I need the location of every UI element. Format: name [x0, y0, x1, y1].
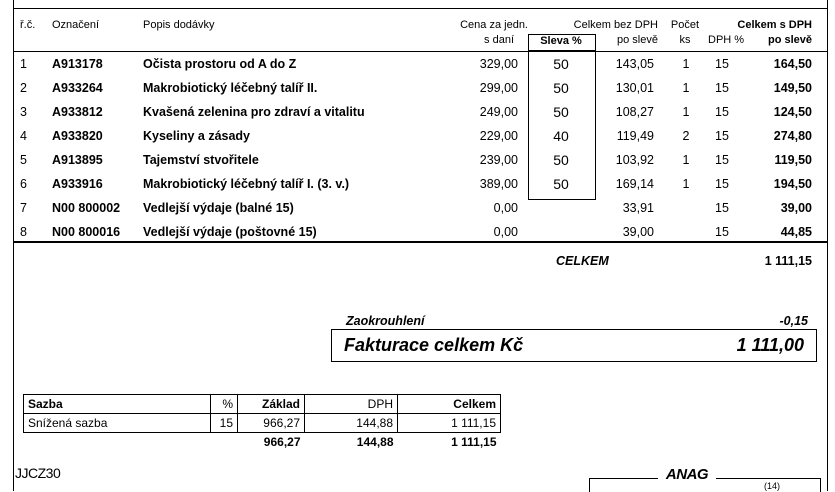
row-net: 108,27	[615, 105, 654, 119]
row-qty: 1	[682, 105, 690, 119]
row-rc: 4	[20, 129, 27, 143]
vat-table-totals-row	[24, 433, 501, 452]
header-celkem-s-line2: po slevě	[767, 34, 812, 46]
row-qty: 1	[682, 57, 690, 71]
vat-header-zaklad: Základ	[238, 395, 305, 414]
row-vat: 15	[715, 105, 729, 119]
row-vat: 15	[715, 153, 729, 167]
zaokrouhleni-value: -0,15	[779, 314, 808, 328]
row-total: 39,00	[780, 201, 812, 215]
row-code: A933820	[52, 129, 103, 143]
row-rc: 7	[20, 201, 27, 215]
frame-top-line	[13, 8, 828, 9]
row-price: 239,00	[479, 153, 518, 167]
items-underline	[13, 241, 828, 243]
header-pocet-line2: ks	[679, 34, 691, 46]
row-vat: 15	[715, 225, 729, 239]
page-number: (14)	[764, 481, 781, 491]
row-net: 169,14	[615, 177, 654, 191]
row-desc: Makrobiotický léčebný talíř I. (3. v.)	[143, 177, 350, 191]
header-cena-line1: Cena za jedn.	[460, 19, 528, 31]
vat-total-sazba	[24, 433, 211, 452]
row-total: 124,50	[773, 105, 812, 119]
anag-logo: ANAG	[658, 466, 716, 483]
row-vat: 15	[715, 201, 729, 215]
row-vat: 15	[715, 129, 729, 143]
vat-header-percent: %	[211, 395, 238, 414]
header-oznaceni: Označení	[52, 19, 100, 31]
row-price: 249,00	[479, 105, 518, 119]
row-desc: Kyseliny a zásady	[143, 129, 251, 143]
vat-row-sazba: Snížená sazba	[24, 414, 211, 433]
row-sleva: 50	[553, 56, 569, 72]
row-vat: 15	[715, 81, 729, 95]
vat-total-celkem: 1 111,15	[451, 435, 497, 449]
header-cena-line2: s daní	[484, 34, 514, 46]
row-qty: 2	[682, 129, 690, 143]
row-sleva: 50	[553, 152, 569, 168]
vat-table-row	[24, 414, 501, 433]
row-desc: Tajemství stvořitele	[143, 153, 259, 167]
row-vat: 15	[715, 177, 729, 191]
row-qty: 1	[682, 177, 690, 191]
header-rc: ř.č.	[20, 19, 36, 31]
header-underline	[13, 51, 828, 52]
header-celkem-bez-line2: po slevě	[617, 34, 658, 46]
row-code: A933812	[52, 105, 103, 119]
row-price: 299,00	[479, 81, 518, 95]
row-sleva: 50	[553, 176, 569, 192]
vat-table-header-row	[24, 395, 501, 414]
row-net: 103,92	[615, 153, 654, 167]
vat-summary-table	[23, 394, 501, 451]
vat-total-zaklad: 966,27	[263, 435, 301, 449]
row-qty: 1	[682, 153, 690, 167]
row-vat: 15	[715, 57, 729, 71]
header-sleva: Sleva %	[540, 35, 582, 47]
vat-total-percent	[211, 433, 238, 452]
celkem-value: 1 111,15	[764, 254, 812, 268]
row-sleva: 50	[553, 104, 569, 120]
header-pocet-line1: Počet	[670, 19, 700, 31]
row-rc: 1	[20, 57, 27, 71]
row-desc: Vedlejší výdaje (poštovné 15)	[143, 225, 317, 239]
header-celkem-bez-line1: Celkem bez DPH	[573, 19, 658, 31]
vat-row-celkem: 1 111,15	[398, 414, 501, 433]
row-net: 143,05	[615, 57, 654, 71]
row-code: A933916	[52, 177, 103, 191]
row-code: A933264	[52, 81, 103, 95]
row-sleva: 50	[553, 80, 569, 96]
row-rc: 5	[20, 153, 27, 167]
row-qty: 1	[682, 81, 690, 95]
vat-header-sazba: Sazba	[24, 395, 211, 414]
row-price: 0,00	[493, 201, 518, 215]
row-desc: Kvašená zelenina pro zdraví a vitalitu	[143, 105, 365, 119]
row-price: 0,00	[493, 225, 518, 239]
row-code: N00 800016	[52, 225, 121, 239]
header-celkem-s-line1: Celkem s DPH	[737, 19, 812, 31]
frame-right-border	[827, 0, 828, 491]
header-dph: DPH %	[708, 34, 745, 46]
frame-left-border	[13, 0, 14, 491]
header-popis: Popis dodávky	[143, 19, 215, 31]
row-price: 229,00	[479, 129, 518, 143]
row-net: 130,01	[615, 81, 654, 95]
vat-row-dph: 144,88	[305, 414, 398, 433]
vat-header-dph: DPH	[305, 395, 398, 414]
row-total: 164,50	[773, 57, 812, 71]
row-desc: Očista prostoru od A do Z	[143, 57, 297, 71]
row-code: A913895	[52, 153, 103, 167]
row-rc: 8	[20, 225, 27, 239]
vat-row-zaklad: 966,27	[238, 414, 305, 433]
row-desc: Vedlejší výdaje (balné 15)	[143, 201, 294, 215]
row-price: 389,00	[479, 177, 518, 191]
row-total: 119,50	[774, 153, 812, 167]
vat-header-celkem: Celkem	[398, 395, 501, 414]
row-desc: Makrobiotický léčebný talíř II.	[143, 81, 318, 95]
zaokrouhleni-label: Zaokrouhlení	[346, 314, 425, 328]
vat-row-percent: 15	[211, 414, 238, 433]
row-rc: 2	[20, 81, 27, 95]
row-net: 33,91	[622, 201, 654, 215]
row-sleva: 40	[553, 128, 569, 144]
row-net: 39,00	[622, 225, 654, 239]
vat-total-dph: 144,88	[356, 435, 394, 449]
row-total: 149,50	[773, 81, 812, 95]
row-code: A913178	[52, 57, 103, 71]
celkem-label: CELKEM	[556, 254, 609, 268]
row-total: 194,50	[773, 177, 812, 191]
fakturace-label: Fakturace celkem Kč	[344, 335, 524, 355]
row-code: N00 800002	[52, 201, 121, 215]
row-price: 329,00	[479, 57, 518, 71]
row-total: 274,80	[773, 129, 812, 143]
row-rc: 6	[20, 177, 27, 191]
row-rc: 3	[20, 105, 27, 119]
row-total: 44,85	[780, 225, 812, 239]
footer-code: JJCZ30	[15, 465, 61, 481]
fakturace-value: 1 111,00	[736, 335, 804, 355]
row-net: 119,49	[616, 129, 654, 143]
